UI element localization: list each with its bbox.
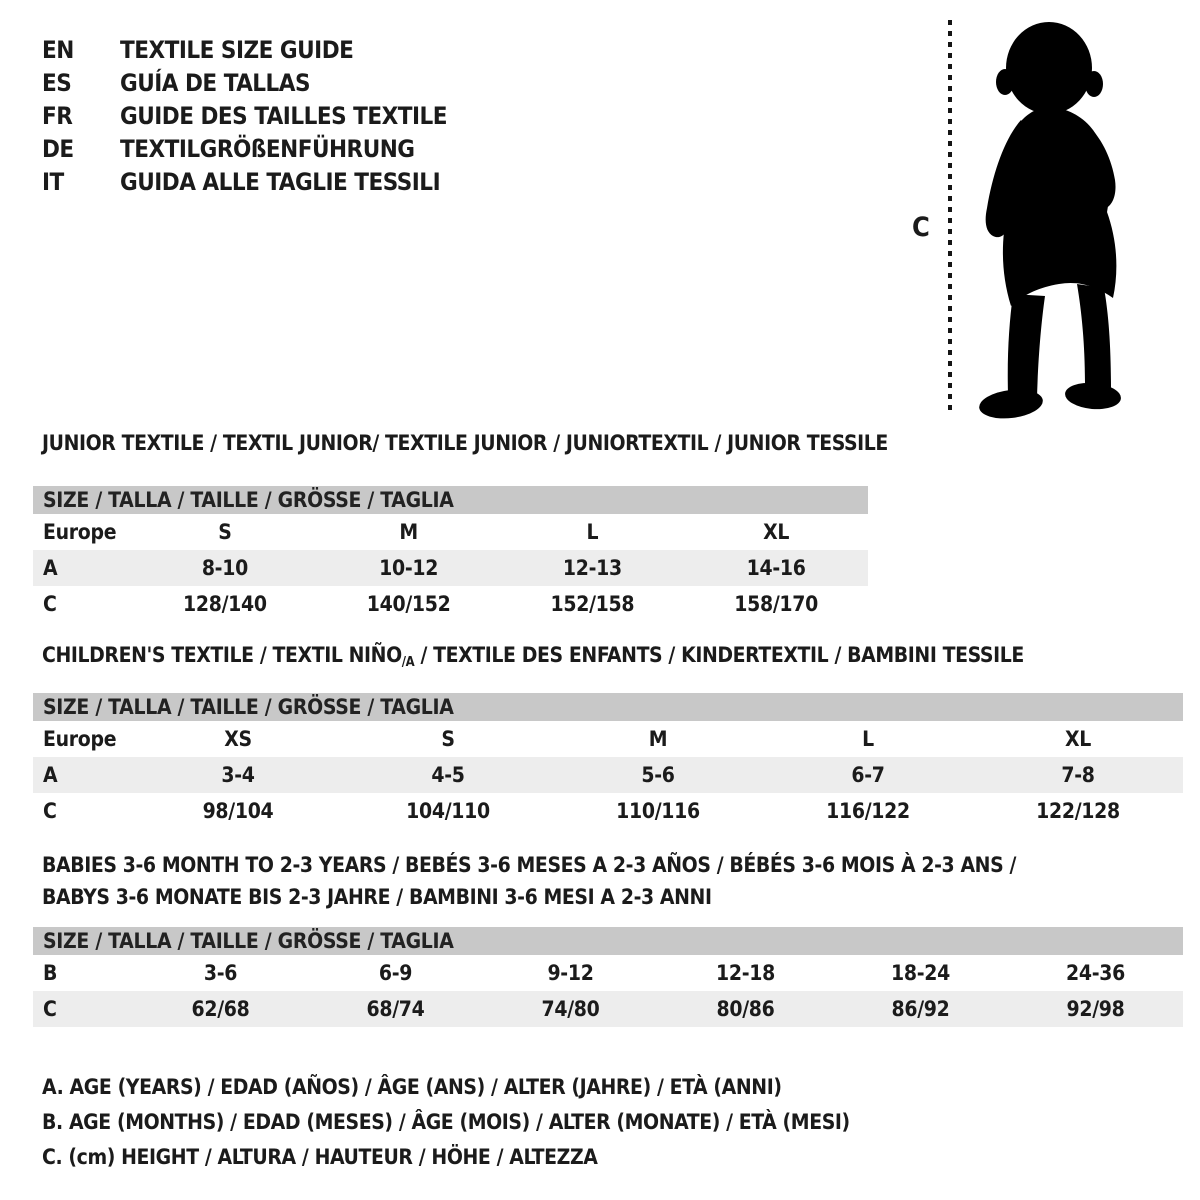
size-cell: XL	[1064, 727, 1091, 751]
table-row-height-cm	[33, 586, 868, 622]
row-label: B	[43, 961, 58, 985]
row-label: C	[43, 799, 57, 823]
age-cell: 8-10	[201, 556, 248, 580]
children-title-text: / TEXTILE DES ENFANTS / KINDERTEXTIL / BAMBINI TESSILE	[414, 643, 1024, 667]
height-cell: 122/128	[1036, 799, 1120, 823]
language-list	[42, 34, 447, 199]
height-cell: 158/170	[734, 592, 818, 616]
size-cell: S	[218, 520, 232, 544]
age-cell: 3-6	[203, 961, 238, 985]
babies-size-table	[33, 927, 1183, 1027]
row-label: C	[43, 997, 57, 1021]
age-cell: 18-24	[891, 961, 950, 985]
age-cell: 9-12	[547, 961, 594, 985]
junior-section-title: JUNIOR TEXTILE / TEXTIL JUNIOR/ TEXTILE JUNIOR / JUNIORTEXTIL / JUNIOR TESSILE	[42, 431, 888, 455]
table-row-europe	[33, 721, 1183, 757]
guide-title: TEXTILE SIZE GUIDE	[120, 36, 354, 64]
row-label: A	[43, 763, 58, 787]
children-section-title	[42, 643, 1024, 670]
height-cell: 140/152	[366, 592, 451, 616]
legend-line-b: B. AGE (MONTHS) / EDAD (MESES) / ÂGE (MOIS) / ALTER (MONATE) / ETÀ (MESI)	[42, 1110, 850, 1134]
age-cell: 10-12	[379, 556, 439, 580]
age-cell: 6-9	[378, 961, 413, 985]
row-label: Europe	[43, 520, 117, 544]
children-title-subscript: /A	[401, 655, 415, 670]
age-cell: 14-16	[746, 556, 806, 580]
height-cell: 152/158	[550, 592, 635, 616]
height-cell: 116/122	[826, 799, 910, 823]
height-cell: 128/140	[183, 592, 267, 616]
legend-line-a: A. AGE (YEARS) / EDAD (AÑOS) / ÂGE (ANS) / ALTER (JAHRE) / ETÀ (ANNI)	[42, 1075, 782, 1099]
table-row-age-years	[33, 550, 868, 586]
age-cell: 4-5	[431, 763, 465, 787]
language-code: IT	[42, 168, 64, 196]
language-row-fr	[42, 100, 447, 133]
height-cell: 68/74	[366, 997, 425, 1021]
height-cell: 62/68	[191, 997, 250, 1021]
table-row-europe	[33, 514, 868, 550]
row-label: C	[43, 592, 57, 616]
children-title-text: CHILDREN'S TEXTILE / TEXTIL NIÑO	[42, 643, 402, 667]
height-cell: 86/92	[891, 997, 950, 1021]
height-cell: 92/98	[1066, 997, 1125, 1021]
age-cell: 6-7	[851, 763, 885, 787]
age-cell: 24-36	[1066, 961, 1125, 985]
baby-silhouette-icon	[963, 16, 1141, 422]
language-row-es	[42, 67, 447, 100]
language-code: FR	[42, 102, 73, 130]
language-code: ES	[42, 69, 72, 97]
size-cell: M	[399, 520, 418, 544]
language-row-en	[42, 34, 447, 67]
age-cell: 12-13	[562, 556, 622, 580]
height-cell: 98/104	[202, 799, 274, 823]
junior-size-table	[33, 486, 868, 622]
height-measure-label: C	[912, 212, 930, 243]
size-cell: M	[648, 727, 668, 751]
height-cell: 80/86	[716, 997, 775, 1021]
guide-title: GUIDA ALLE TAGLIE TESSILI	[120, 168, 441, 196]
size-table-header: SIZE / TALLA / TAILLE / GRÖSSE / TAGLIA	[33, 486, 868, 514]
guide-title: TEXTILGRÖßENFÜHRUNG	[120, 135, 415, 163]
age-cell: 5-6	[641, 763, 675, 787]
table-row-height-cm	[33, 991, 1183, 1027]
size-cell: L	[586, 520, 599, 544]
age-cell: 7-8	[1061, 763, 1095, 787]
size-cell: XS	[224, 727, 252, 751]
table-row-age-years	[33, 757, 1183, 793]
row-label: A	[43, 556, 58, 580]
table-row-height-cm	[33, 793, 1183, 829]
language-code: EN	[42, 36, 74, 64]
height-cell: 110/116	[616, 799, 700, 823]
language-row-it	[42, 166, 447, 199]
language-code: DE	[42, 135, 74, 163]
height-cell: 74/80	[541, 997, 600, 1021]
size-cell: L	[862, 727, 874, 751]
guide-title: GUIDE DES TAILLES TEXTILE	[120, 102, 448, 130]
row-label: Europe	[43, 727, 117, 751]
height-cell: 104/110	[406, 799, 490, 823]
babies-section-title	[42, 849, 1016, 913]
height-measure-dashed-line	[948, 20, 952, 416]
size-cell: XL	[763, 520, 790, 544]
language-row-de	[42, 133, 447, 166]
babies-title-line1: BABIES 3-6 MONTH TO 2-3 YEARS / BEBÉS 3-6 MESES A 2-3 AÑOS / BÉBÉS 3-6 MOIS À 2-3 ANS /	[42, 853, 1016, 877]
children-size-table	[33, 693, 1183, 829]
table-row-age-months	[33, 955, 1183, 991]
age-cell: 3-4	[221, 763, 255, 787]
babies-title-line2: BABYS 3-6 MONATE BIS 2-3 JAHRE / BAMBINI 3-6 MESI A 2-3 ANNI	[42, 885, 712, 909]
measure-legend	[42, 1070, 850, 1175]
legend-line-c: C. (cm) HEIGHT / ALTURA / HAUTEUR / HÖHE / ALTEZZA	[42, 1145, 598, 1169]
size-cell: S	[441, 727, 455, 751]
age-cell: 12-18	[716, 961, 775, 985]
guide-title: GUÍA DE TALLAS	[120, 69, 311, 97]
size-table-header: SIZE / TALLA / TAILLE / GRÖSSE / TAGLIA	[33, 693, 1183, 721]
size-table-header: SIZE / TALLA / TAILLE / GRÖSSE / TAGLIA	[33, 927, 1183, 955]
